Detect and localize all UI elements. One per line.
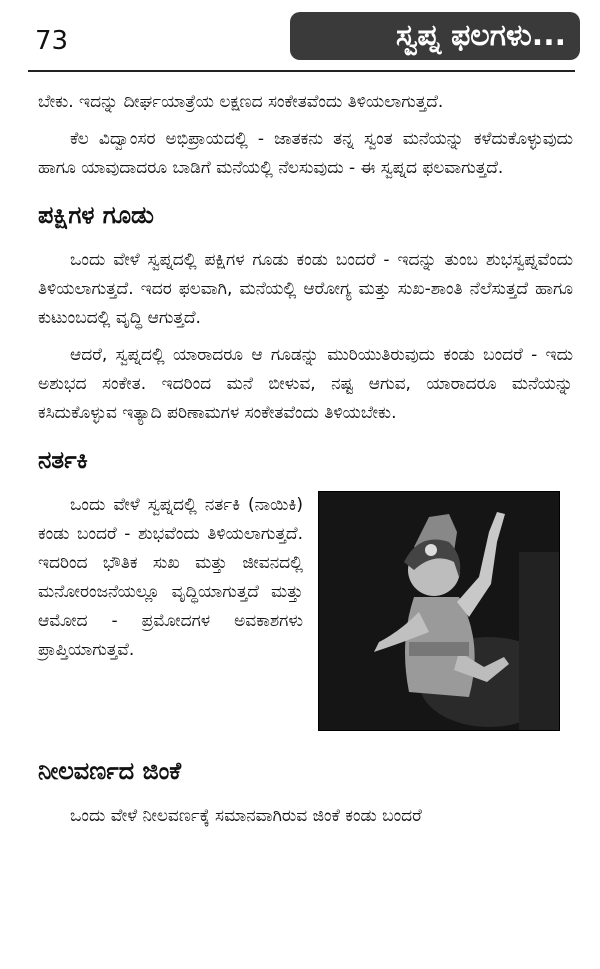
page-body [38, 88, 573, 839]
page-header [0, 0, 600, 78]
dancer-section [38, 491, 573, 739]
paragraph: ಕೆಲ ವಿದ್ವಾಂಸರ ಅಭಿಪ್ರಾಯದಲ್ಲಿ - ಜಾತಕನು ತನ್ನ ಸ್ವಂತ ಮನೆಯನ್ನು ಕಳೆದುಕೊಳ್ಳುವುದು ಹಾಗೂ ಯಾವುದಾದರೂ ಬಾಡಿಗೆ ಮನೆಯಲ್ಲಿ ನೆಲಸುವುದು - ಈ ಸ್ವಪ್ನದ ಫಲವಾಗುತ್ತದೆ. [38, 129, 573, 178]
chapter-title-banner: ಸ್ವಪ್ನ ಫಲಗಳು... [290, 12, 580, 60]
page-number: 73 [35, 26, 69, 56]
paragraph: ಒಂದು ವೇಳೆ ನೀಲವರ್ಣಕ್ಕೆ ಸಮಾನವಾಗಿರುವ ಜಿಂಕೆ ಕಂಡು ಬಂದರೆ [70, 806, 422, 826]
paragraph: ಬೇಕು. ಇದನ್ನು ದೀರ್ಘಯಾತ್ರೆಯ ಲಕ್ಷಣದ ಸಂಕೇತವೆಂದು ತಿಳಿಯಲಾಗುತ್ತದೆ. [38, 92, 444, 112]
paragraph: ಒಂದು ವೇಳೆ ಸ್ವಪ್ನದಲ್ಲಿ ನರ್ತಕಿ (ನಾಯಿಕಿ) ಕಂಡು ಬಂದರೆ - ಶುಭವೆಂದು ತಿಳಿಯಲಾಗುತ್ತದೆ. ಇದರಿಂದ ಭೌತಿಕ ಸುಖ ಮತ್ತು ಜೀವನದಲ್ಲಿ ಮನೋರಂಜನೆಯಲ್ಲೂ ವೃದ್ಧಿಯಾಗುತ್ತದೆ ಮತ್ತು ಆಮೋದ - ಪ್ರಮೋದಗಳ ಅವಕಾಶಗಳು ಪ್ರಾಪ್ತಿಯಾಗುತ್ತವೆ. [38, 495, 303, 660]
section-heading: ಪಕ್ಷಿಗಳ ಗೂಡು [38, 201, 154, 229]
header-divider [28, 70, 575, 72]
section-heading: ನರ್ತಕಿ [38, 446, 88, 474]
section-heading: ನೀಲವರ್ಣದ ಜಿಂಕೆ [38, 757, 182, 785]
paragraph: ಆದರೆ, ಸ್ವಪ್ನದಲ್ಲಿ ಯಾರಾದರೂ ಆ ಗೂಡನ್ನು ಮುರಿಯುತಿರುವುದು ಕಂಡು ಬಂದರೆ - ಇದು ಅಶುಭದ ಸಂಕೇತ. ಇದರಿಂದ ಮನೆ ಬೀಳುವ, ನಷ್ಟ ಆಗುವ, ಯಾರಾದರೂ ಮನೆಯನ್ನು ಕಸಿದುಕೊಳ್ಳುವ ಇತ್ಯಾದಿ ಪರಿಣಾಮಗಳ ಸಂಕೇತವೆಂದು ತಿಳಿಯಬೇಕು. [38, 345, 573, 423]
dancer-photo [318, 491, 560, 731]
paragraph: ಒಂದು ವೇಳೆ ಸ್ವಪ್ನದಲ್ಲಿ ಪಕ್ಷಿಗಳ ಗೂಡು ಕಂಡು ಬಂದರೆ - ಇದನ್ನು ತುಂಬ ಶುಭಸ್ವಪ್ನವೆಂದು ತಿಳಿಯಲಾಗುತ್ತದೆ. ಇದರ ಫಲವಾಗಿ, ಮನೆಯಲ್ಲಿ ಆರೋಗ್ಯ ಮತ್ತು ಸುಖ-ಶಾಂತಿ ನೆಲೆಸುತ್ತದೆ ಹಾಗೂ ಕುಟುಂಬದಲ್ಲಿ ವೃದ್ಧಿ ಆಗುತ್ತದೆ. [38, 250, 573, 328]
